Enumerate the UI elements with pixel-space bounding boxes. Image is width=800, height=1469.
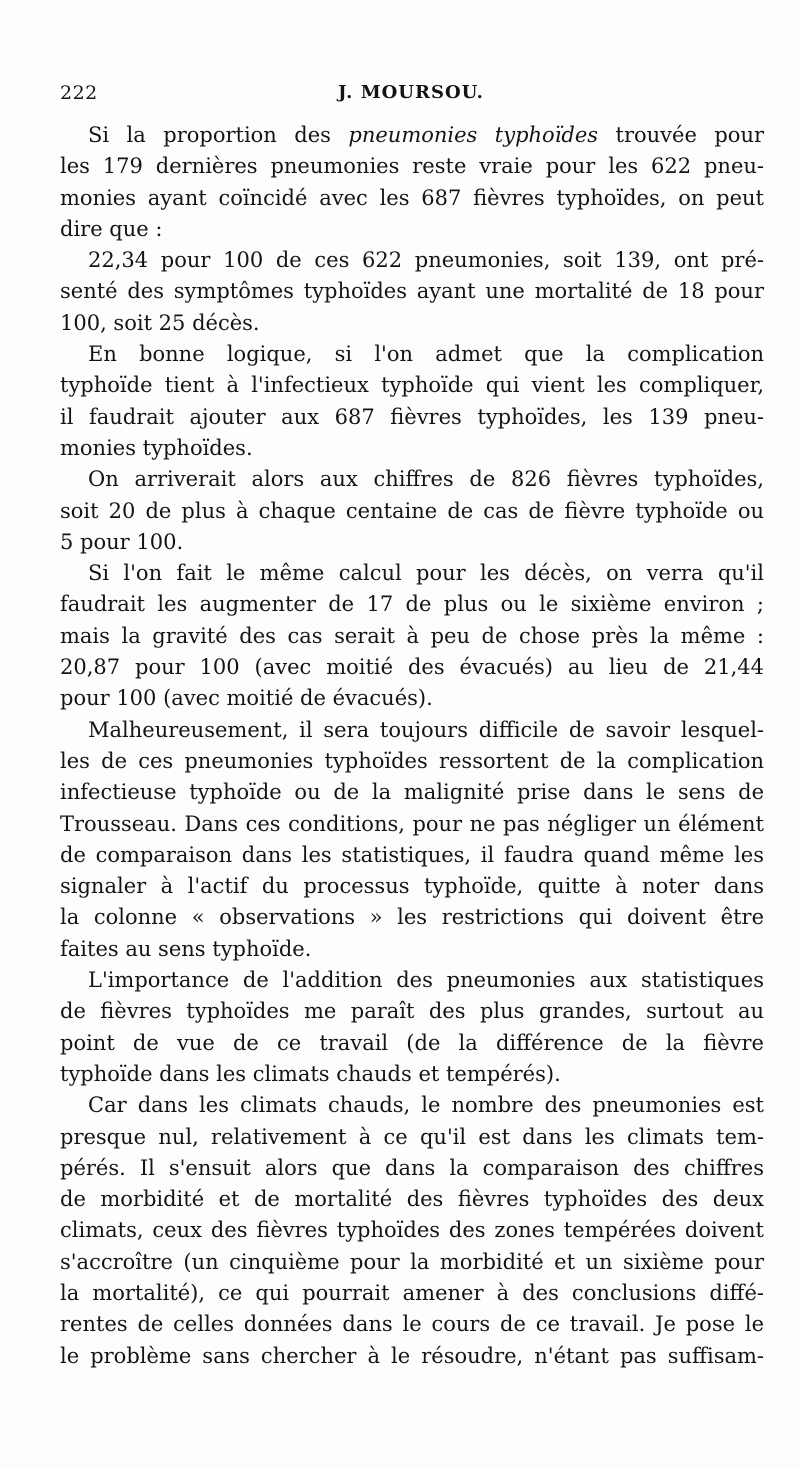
text-line: pour 100 (avec moitié de évacués). (60, 686, 433, 711)
running-head (60, 82, 762, 112)
text-line: faites au sens typhoïde. (60, 936, 312, 961)
running-head-author: J. MOURSOU. (338, 82, 484, 103)
body-text (60, 120, 764, 1372)
text-line: presque nul, relativement à ce qu'il est dans les climats tem- (60, 1124, 764, 1149)
text-line: le problème sans chercher à le résoudre, n'étant pas suffisam- (60, 1343, 764, 1368)
text-line: les 179 dernières pneumonies reste vraie pour les 622 pneu- (60, 154, 764, 179)
text-line: point de vue de ce travail (de la différence de la fièvre (60, 1030, 764, 1055)
text-line: 20,87 pour 100 (avec moitié des évacués) au lieu de 21,44 (60, 655, 764, 680)
text-line: la colonne « observations » les restrictions qui doivent être (60, 905, 764, 930)
text-line-segment: trouvée pour (598, 123, 765, 147)
text-line: il faudrait ajouter aux 687 fièvres typhoïdes, les 139 pneu- (60, 404, 764, 429)
text-line: 100, soit 25 décès. (60, 310, 260, 335)
emphasis-pneumonies-typhoides: pneumonies typhoïdes (348, 123, 599, 147)
text-line: Trousseau. Dans ces conditions, pour ne pas négliger un élément (60, 811, 764, 836)
text-line: L'importance de l'addition des pneumonies aux statistiques (88, 968, 764, 993)
text-line: climats, ceux des fièvres typhoïdes des zones tempérées doivent (60, 1218, 764, 1243)
text-line: faudrait les augmenter de 17 de plus ou le sixième environ ; (60, 592, 764, 617)
text-line: de comparaison dans les statistiques, il faudra quand même les (60, 842, 764, 867)
text-line: signaler à l'actif du processus typhoïde, quitte à noter dans (60, 874, 764, 899)
page-number: 222 (60, 82, 98, 104)
text-line: soit 20 de plus à chaque centaine de cas de fièvre typhoïde ou (60, 498, 764, 523)
text-line: typhoïde dans les climats chauds et tempérés). (60, 1061, 561, 1086)
text-line: typhoïde tient à l'infectieux typhoïde qui vient les compliquer, (60, 373, 764, 398)
text-line: de morbidité et de mortalité des fièvres typhoïdes des deux (60, 1187, 764, 1212)
text-line-segment: Si la proportion des (88, 123, 349, 147)
text-line: mais la gravité des cas serait à peu de chose près la même : (60, 623, 764, 648)
text-line: infectieuse typhoïde ou de la malignité prise dans le sens de (60, 780, 764, 805)
text-line: Malheureusement, il sera toujours difficile de savoir lesquel- (88, 717, 764, 742)
text-line: rentes de celles données dans le cours de ce travail. Je pose le (60, 1312, 764, 1337)
text-line: 5 pour 100. (60, 529, 184, 554)
text-line: s'accroître (un cinquième pour la morbidité et un sixième pour (60, 1249, 764, 1274)
text-line: la mortalité), ce qui pourrait amener à des conclusions diffé- (60, 1280, 764, 1305)
text-line: senté des symptômes typhoïdes ayant une mortalité de 18 pour (60, 279, 764, 304)
text-line: Si l'on fait le même calcul pour les décès, on verra qu'il (88, 561, 764, 586)
text-line: Car dans les climats chauds, le nombre des pneumonies est (88, 1093, 764, 1118)
text-line: pérés. Il s'ensuit alors que dans la comparaison des chiffres (60, 1155, 764, 1180)
text-line: de fièvres typhoïdes me paraît des plus grandes, surtout au (60, 999, 764, 1024)
text-line (60, 120, 764, 151)
text-line: les de ces pneumonies typhoïdes ressortent de la complication (60, 748, 764, 773)
text-line: On arriverait alors aux chiffres de 826 fièvres typhoïdes, (88, 467, 764, 492)
text-line: En bonne logique, si l'on admet que la complication (88, 342, 764, 367)
text-line: monies typhoïdes. (60, 435, 253, 460)
text-line: 22,34 pour 100 de ces 622 pneumonies, soit 139, ont pré- (88, 248, 764, 273)
text-line: monies ayant coïncidé avec les 687 fièvres typhoïdes, on peut (60, 185, 764, 210)
text-line: dire que : (60, 216, 163, 241)
